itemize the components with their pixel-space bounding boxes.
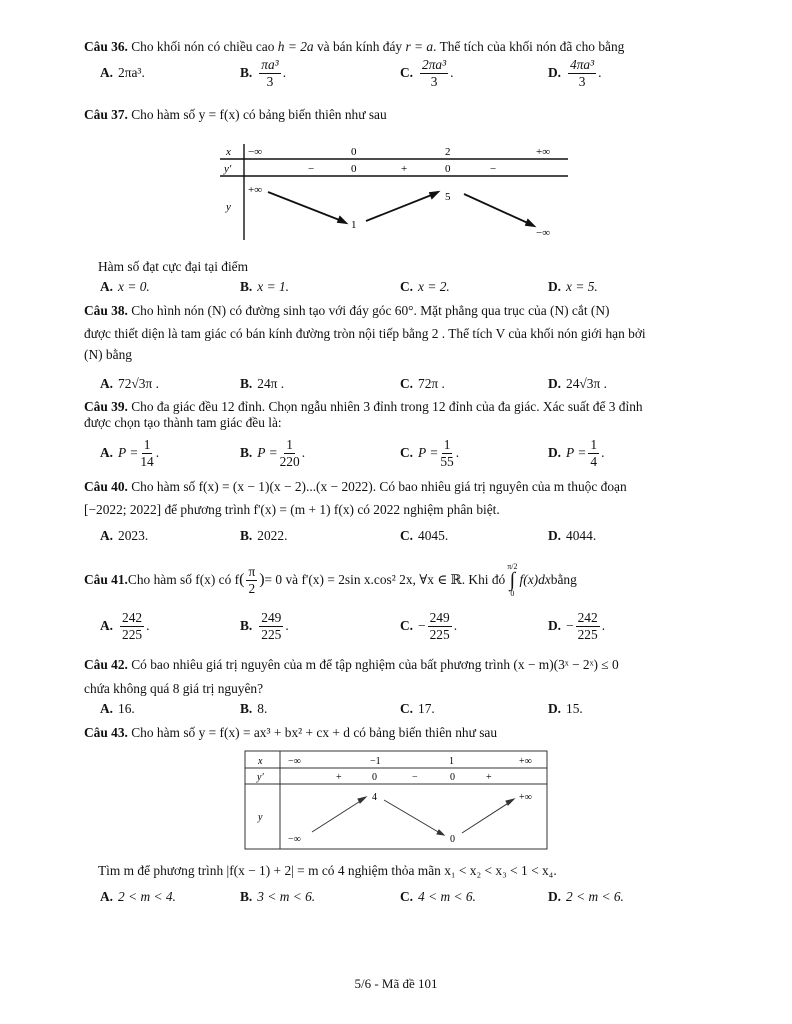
q37-x-1: 0: [351, 146, 357, 158]
q43-option-c[interactable]: C. 4 < m < 6.: [400, 889, 476, 904]
q37-option-b[interactable]: B. x = 1.: [240, 279, 289, 294]
q43-question: Tìm m để phương trình |f(x − 1) + 2| = m có 4 nghiệm thỏa mãn x₁ < x₂ < x₃ < 1 < x₄.: [98, 863, 557, 878]
q43-number: Câu 43.: [84, 725, 128, 740]
q37-sign-1: 0: [351, 163, 357, 175]
q43-x-2: 1: [449, 756, 454, 767]
q36-option-a[interactable]: A. 2πa³.: [100, 65, 145, 80]
q42-option-a[interactable]: A. 16.: [100, 701, 135, 716]
q38-stem-line1: Câu 38. Cho hình nón (N) có đường sinh tạo với đáy góc 60°. Mặt phẳng qua trục của (N) cắt (N): [84, 303, 610, 318]
q39-option-d[interactable]: D. P = $\frac{1}{4}$ .: [548, 436, 605, 469]
q41-option-a[interactable]: A. $\frac{242}{225}$ .: [100, 609, 150, 642]
q39-option-c[interactable]: C. P = $\frac{1}{55}$ .: [400, 436, 460, 469]
q43-option-b[interactable]: B. 3 < m < 6.: [240, 889, 316, 904]
q43-options: [0, 888, 792, 906]
q37-row-x: x: [226, 146, 231, 158]
q40-stem-line2: [−2022; 2022] để phương trình f'(x) = (m + 1) f(x) có 2022 nghiệm phân biệt.: [84, 502, 500, 517]
q43-variation-table: [244, 750, 548, 854]
q37-stem: Câu 37. Cho hàm số y = f(x) có bảng biến thiên như sau: [84, 107, 387, 122]
q40-number: Câu 40.: [84, 479, 128, 494]
page-footer: 5/6 - Mã đề 101: [354, 976, 438, 991]
q38-option-d[interactable]: D. 24√3π .: [548, 376, 607, 391]
q42-stem-line1: Câu 42. Có bao nhiêu giá trị nguyên của m để tập nghiệm của bất phương trình (x − m)(3ˣ − 2ˣ) ≤ 0: [84, 657, 619, 672]
q38-options: [0, 369, 792, 399]
q37-question: Hàm số đạt cực đại tại điểm: [98, 259, 249, 274]
q37-number: Câu 37.: [84, 107, 128, 122]
q43-y-0: −∞: [288, 834, 301, 845]
q40-options: [0, 521, 792, 551]
q36-options: [0, 58, 792, 88]
q37-sign-3: 0: [445, 163, 451, 175]
q37-sign-0: −: [308, 163, 315, 175]
q43-x-0: −∞: [288, 756, 301, 767]
q39-option-a[interactable]: A. P = $\frac{1}{14}$ .: [100, 436, 160, 469]
q36-option-b[interactable]: B. $\frac{\text{πa³}}{3}$ .: [240, 56, 287, 89]
q41-stem: Câu 41. Cho hàm số f(x) có f ( $\frac{\pi}{2}$ ) = 0 và f'(x) = 2sin x.cos² 2x, ∀x ∈ ℝ. Khi đó π/2 ∫ 0 f(x)dx bằng: [84, 562, 577, 598]
q43-sign-2: −: [412, 772, 418, 783]
q43-x-3: +∞: [519, 756, 532, 767]
q37-y-2: 5: [445, 191, 451, 203]
q43-row-x: x: [258, 756, 263, 767]
q38-option-b[interactable]: B. 24π .: [240, 376, 285, 391]
q38-stem-line3: (N) bằng: [84, 347, 132, 362]
q37-y-0: +∞: [248, 184, 263, 196]
q43-y-2: 0: [450, 834, 455, 845]
q37-y-3: −∞: [536, 227, 551, 239]
q41-option-d[interactable]: D. − $\frac{242}{225}$ .: [548, 609, 606, 642]
q38-number: Câu 38.: [84, 303, 128, 318]
q43-x-1: −1: [370, 756, 381, 767]
q41-options: [0, 611, 792, 641]
q38-option-a[interactable]: A. 72√3π .: [100, 376, 159, 391]
q36-stem: Câu 36. Cho khối nón có chiều cao h = 2a và bán kính đáy r = a. Thể tích của khối nón đã cho bằng: [84, 39, 625, 54]
q38-option-c[interactable]: C. 72π .: [400, 376, 445, 391]
q37-sign-4: −: [490, 163, 497, 175]
q43-sign-3: 0: [450, 772, 455, 783]
q37-option-a[interactable]: A. x = 0.: [100, 279, 150, 294]
q43-option-a[interactable]: A. 2 < m < 4.: [100, 889, 176, 904]
q37-option-d[interactable]: D. x = 5.: [548, 279, 598, 294]
q42-option-d[interactable]: D. 15.: [548, 701, 583, 716]
q39-option-b[interactable]: B. P = $\frac{1}{220}$ .: [240, 436, 306, 469]
q39-stem-line2: được chọn tạo thành tam giác đều là:: [84, 415, 282, 430]
q37-x-0: −∞: [248, 146, 263, 158]
q42-number: Câu 42.: [84, 657, 128, 672]
q41-number: Câu 41.: [84, 572, 128, 587]
q37-options: [0, 272, 792, 302]
q41-option-c[interactable]: C. − $\frac{249}{225}$ .: [400, 609, 458, 642]
q37-row-yp: y': [224, 163, 232, 175]
q37-x-3: +∞: [536, 146, 551, 158]
q39-number: Câu 39.: [84, 399, 128, 414]
q37-x-2: 2: [445, 146, 451, 158]
q37-row-y: y: [226, 201, 231, 213]
q36-option-d[interactable]: D. $\frac{\text{4πa³}}{3}$ .: [548, 56, 602, 89]
q43-sign-0: +: [336, 772, 342, 783]
q38-stem-line2: được thiết diện là tam giác có bán kính đường tròn nội tiếp bằng 2 . Thể tích V của khối nón giới hạn bởi: [84, 326, 646, 341]
q43-y-3: +∞: [519, 792, 532, 803]
q41-integral: π/2 ∫ 0: [507, 562, 518, 598]
q39-options: [0, 438, 792, 468]
q43-option-d[interactable]: D. 2 < m < 6.: [548, 889, 624, 904]
q43-y-1: 4: [372, 792, 377, 803]
q43-stem: Câu 43. Cho hàm số y = f(x) = ax³ + bx² + cx + d có bảng biến thiên như sau: [84, 725, 498, 740]
q40-option-b[interactable]: B. 2022.: [240, 528, 288, 543]
q40-option-c[interactable]: C. 4045.: [400, 528, 449, 543]
q37-variation-table: [218, 142, 568, 246]
q37-sign-2: +: [401, 163, 408, 175]
q40-option-d[interactable]: D. 4044.: [548, 528, 597, 543]
q42-stem-line2: chứa không quá 8 giá trị nguyên?: [84, 681, 264, 696]
q42-options: [0, 700, 792, 718]
q43-sign-4: +: [486, 772, 492, 783]
q39-stem-line1: Câu 39. Cho đa giác đều 12 đỉnh. Chọn ngẫu nhiên 3 đỉnh trong 12 đỉnh của đa giác. Xác suất để 3 đỉnh: [84, 399, 643, 414]
q36-number: Câu 36.: [84, 39, 128, 54]
q41-option-b[interactable]: B. $\frac{249}{225}$ .: [240, 609, 289, 642]
q43-row-y: y: [258, 812, 263, 823]
q37-y-1: 1: [351, 219, 357, 231]
q42-option-b[interactable]: B. 8.: [240, 701, 268, 716]
q43-row-yp: y': [257, 772, 264, 783]
q36-option-c[interactable]: C. $\frac{\text{2πa³}}{3}$ .: [400, 56, 454, 89]
q42-option-c[interactable]: C. 17.: [400, 701, 435, 716]
q40-stem-line1: Câu 40. Cho hàm số f(x) = (x − 1)(x − 2)...(x − 2022). Có bao nhiêu giá trị nguyên của m thuộc đoạn: [84, 479, 627, 494]
q37-option-c[interactable]: C. x = 2.: [400, 279, 450, 294]
q40-option-a[interactable]: A. 2023.: [100, 528, 149, 543]
q43-sign-1: 0: [372, 772, 377, 783]
